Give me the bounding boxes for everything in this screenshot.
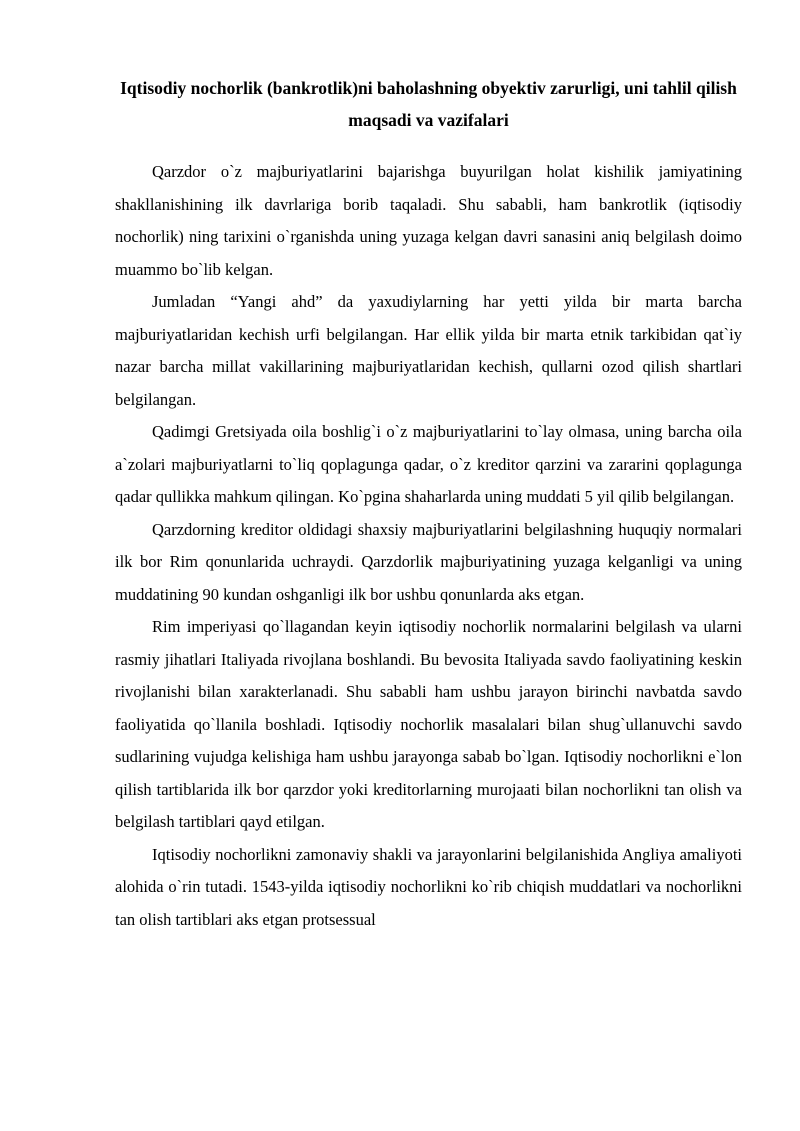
paragraph: Qarzdor o`z majburiyatlarini bajarishga buyurilgan holat kishilik jamiyatining shakllanishining ilk davrlariga borib taqaladi. Shu sababli, ham bankrotlik (iqtisodiy nochorlik) ning tarixini o`rganishda uning yuzaga kelgan davri sanasini aniq belgilash doimo muammo bo`lib kelgan. <box>115 162 742 279</box>
paragraph: Qadimgi Gretsiyada oila boshlig`i o`z majburiyatlarini to`lay olmasa, uning barcha oila a`zolari majburiyatlarni to`liq qoplagunga qadar, o`z kreditor qarzini va zararini qoplagunga qadar qullikka mahkum qilingan. Ko`pgina shaharlarda uning muddati 5 yil qilib belgilangan. <box>115 422 742 506</box>
document-page <box>115 72 742 936</box>
paragraph: Rim imperiyasi qo`llagandan keyin iqtisodiy nochorlik normalarini belgilash va ularni rasmiy jihatlari Italiyada rivojlana boshlandi. Bu bevosita Italiyada savdo faoliyatining keskin rivojlanishi bilan xarakterlanadi. Shu sababli ham ushbu jarayon birinchi navbatda savdo faoliyatida qo`llanila boshladi. Iqtisodiy nochorlik masalalari bilan shug`ullanuvchi savdo sudlarining vujudga kelishiga ham ushbu jarayonga sabab bo`lgan. Iqtisodiy nochorlikni e`lon qilish tartiblarida ilk bor qarzdor yoki kreditorlarning murojaati bilan nochorlikni tan olish va belgilash tartiblari qayd etilgan. <box>115 617 742 831</box>
document-title: Iqtisodiy nochorlik (bankrotlik)ni baholashning obyektiv zarurligi, uni tahlil qilish maqsadi va vazifalari <box>120 78 737 130</box>
paragraph: Iqtisodiy nochorlikni zamonaviy shakli va jarayonlarini belgilanishida Angliya amaliyoti alohida o`rin tutadi. 1543-yilda iqtisodiy nochorlikni ko`rib chiqish muddatlari va nochorlikni tan olish tartiblari aks etgan protsessual <box>115 844 742 929</box>
paragraph: Jumladan “Yangi ahd” da yaxudiylarning har yetti yilda bir marta barcha majburiyatlaridan kechish urfi belgilangan. Har ellik yilda bir marta etnik tarkibidan qat`iy nazar barcha millat vakillarining majburiyatlaridan kechish, qullarni ozod qilish shartlari belgilangan. <box>115 292 742 409</box>
paragraph: Qarzdorning kreditor oldidagi shaxsiy majburiyatlarini belgilashning huquqiy normalari ilk bor Rim qonunlarida uchraydi. Qarzdorlik majburiyatining yuzaga kelganligi va uning muddatining 90 kundan oshganligi ilk bor ushbu qonunlarda aks etgan. <box>115 519 742 604</box>
